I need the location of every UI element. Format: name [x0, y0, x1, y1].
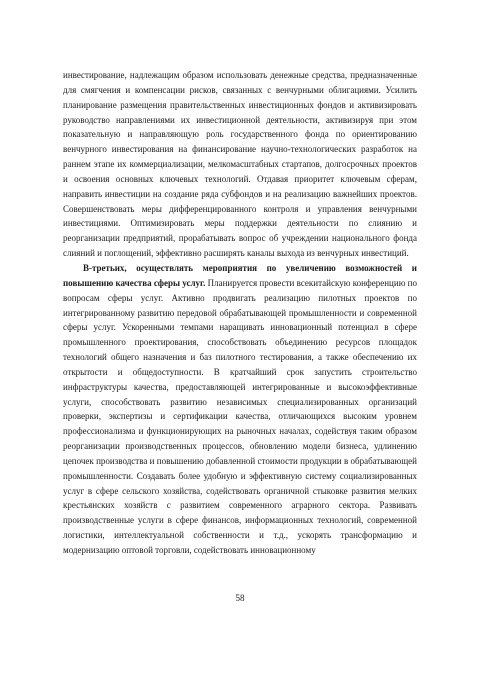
paragraph-1 — [63, 68, 417, 261]
body-text — [63, 68, 417, 558]
paragraph-2 — [63, 261, 417, 558]
paragraph-1-text: инвестирование, надлежащим образом использовать денежные средства, предназначенные для смягчения и компенсации рисков, связанных с венчурными облигациями. Усилить планирование размещения правительственных инвестиционных фондов и активизировать руководство направлениями их инвестиционной деятельности, активизируя при этом показательную и направляющую роль государственного фонда по ориентированию венчурного инвестирования на финансирование научно-технологических разработок на раннем этапе их коммерциализации, мелкомасштабных стартапов, долгосрочных проектов и освоения основных ключевых технологий. Отдавая приоритет ключевым сферам, направить инвестиции на создание ряда субфондов и на реализацию важнейших проектов. Совершенствовать меры дифференцированного контроля и управления венчурными инвестициями. Оптимизировать меры поддержки деятельности по слиянию и реорганизации предприятий, прорабатывать вопрос об учреждении национального фонда слияний и поглощений, эффективно расширять каналы выхода из венчурных инвестиций. — [63, 70, 417, 259]
paragraph-2-heading: В-третьих, осуществлять мероприятия по увеличению возможностей и повышению качества сферы услуг. — [63, 262, 417, 288]
paragraph-2-text: Планируется провести всекитайскую конференцию по вопросам сферы услуг. Активно продвигать реализацию пилотных проектов по интегрированному развитию передовой обрабатывающей промышленности и современной сферы услуг. Ускоренными темпами наращивать инновационный потенциал в сфере промышленного проектирования, способствовать объединению ресурсов площадок технологий общего назначения и баз пилотного тестирования, а также обеспечению их открытости и общедоступности. В кратчайший срок запустить строительство инфраструктуры качества, предоставляющей интегрированные и высокоэффективные услуги, способствовать развитию независимых специализированных организаций проверки, экспертизы и сертификации качества, отличающихся высоким уровнем профессионализма и функционирующих на рыночных началах, содействуя таким образом реорганизации производственных процессов, обновлению модели бизнеса, удлинению цепочек производства и повышению добавленной стоимости продукции в обрабатывающей промышленности. Создавать более удобную и эффективную систему социализированных услуг в сфере сельского хозяйства, содействовать органичной стыковке развития мелких крестьянских хозяйств с развитием современного аграрного сектора. Развивать производственные услуги в сфере финансов, информационных технологий, современной логистики, интеллектуальной собственности и т.д., ускорять трансформацию и модернизацию оптовой торговли, содействовать инновационному — [63, 277, 417, 555]
page-number: 58 — [235, 593, 245, 603]
